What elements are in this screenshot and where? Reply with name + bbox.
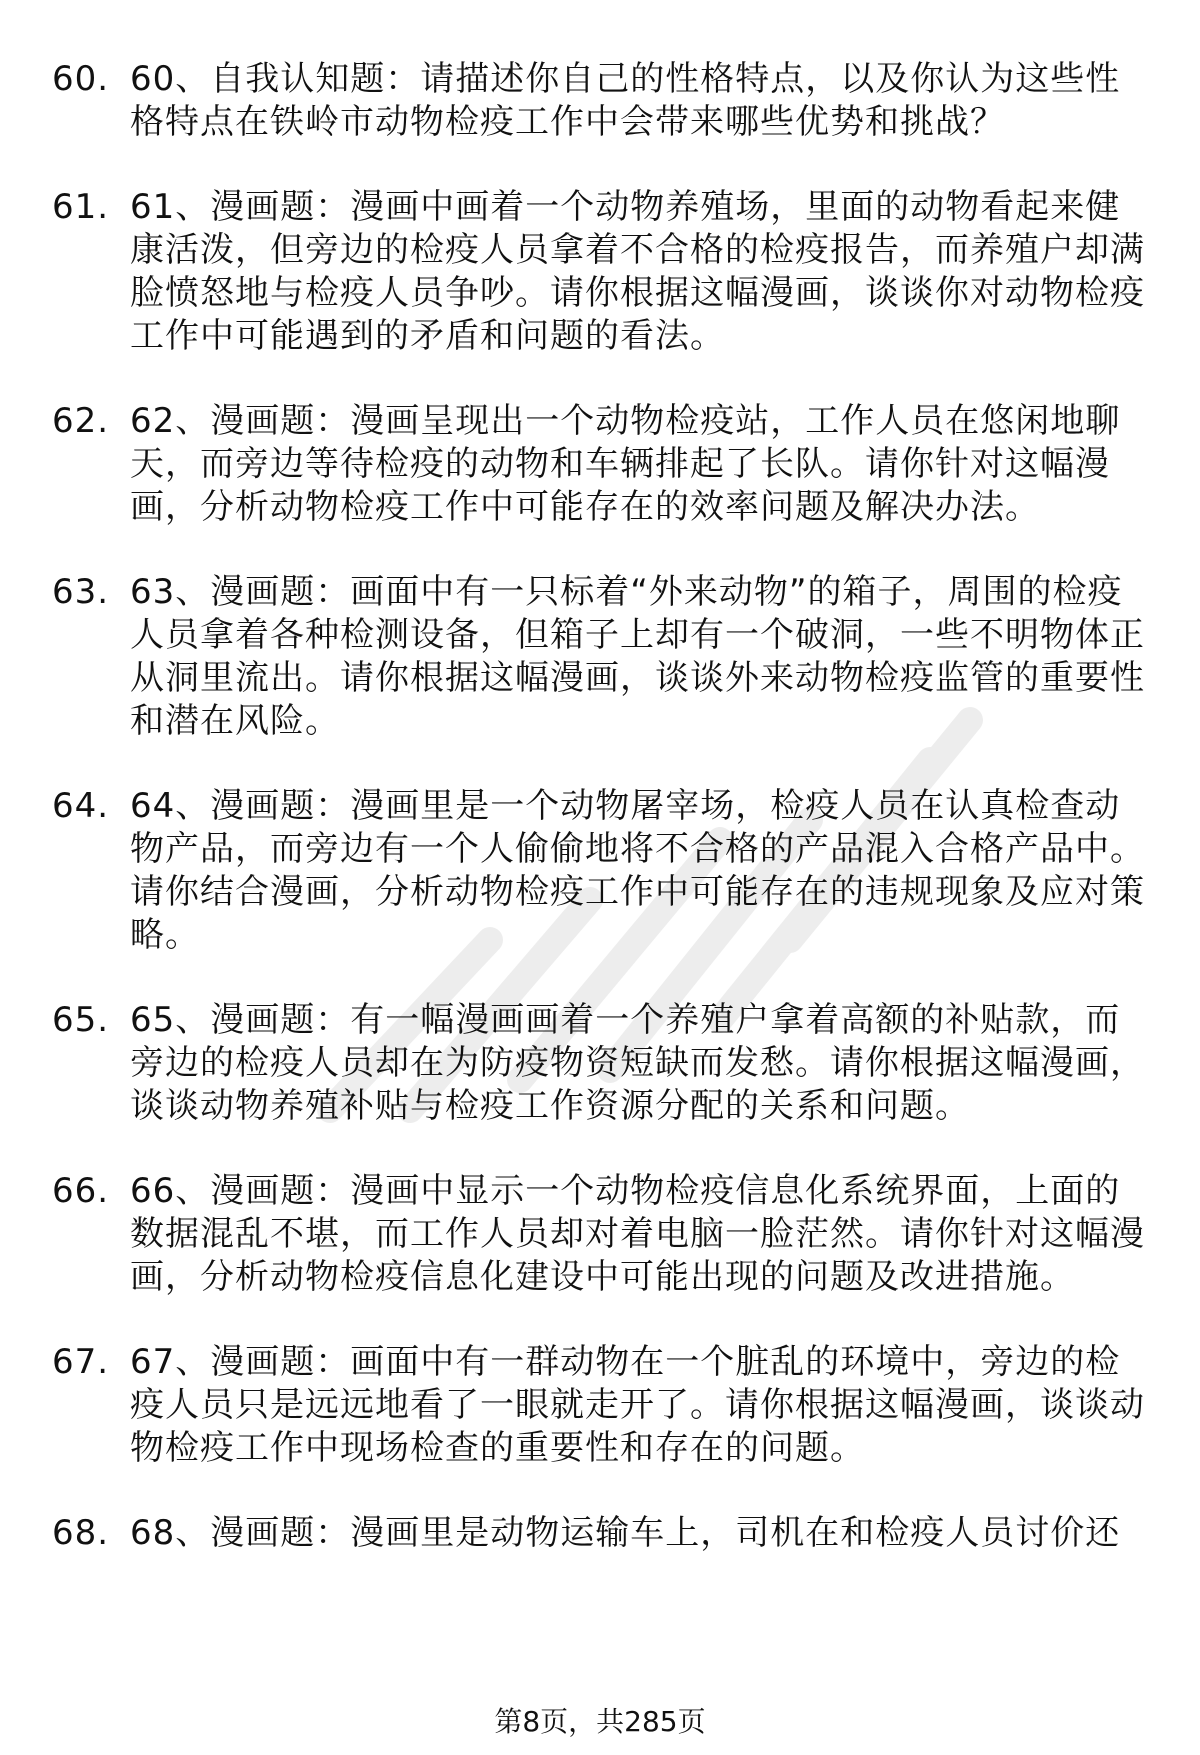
page-footer: 第8页，共285页 [494, 1705, 706, 1738]
question-number: 68. [52, 1513, 110, 1553]
question-item-61 [52, 186, 1148, 358]
question-text: 65、漫画题：有一幅漫画画着一个养殖户拿着高额的补贴款，而旁边的检疫人员却在为防疫物资短缺而发愁。请你根据这幅漫画，谈谈动物养殖补贴与检疫工作资源分配的关系和问题。 [130, 1000, 1145, 1126]
question-number: 65. [52, 1000, 110, 1040]
question-number: 64. [52, 786, 110, 826]
question-number: 61. [52, 187, 110, 227]
question-number: 60. [52, 59, 110, 99]
question-number: 66. [52, 1171, 110, 1211]
question-item-68 [52, 1512, 1148, 1555]
question-number: 63. [52, 572, 110, 612]
question-text: 64、漫画题：漫画里是一个动物屠宰场，检疫人员在认真检查动物产品，而旁边有一个人偷偷地将不合格的产品混入合格产品中。请你结合漫画，分析动物检疫工作中可能存在的违规现象及应对策略。 [130, 786, 1145, 955]
question-text: 62、漫画题：漫画呈现出一个动物检疫站，工作人员在悠闲地聊天，而旁边等待检疫的动物和车辆排起了长队。请你针对这幅漫画，分析动物检疫工作中可能存在的效率问题及解决办法。 [130, 401, 1121, 527]
question-text: 63、漫画题：画面中有一只标着“外来动物”的箱子，周围的检疫人员拿着各种检测设备，但箱子上却有一个破洞，一些不明物体正从洞里流出。请你根据这幅漫画，谈谈外来动物检疫监管的重要性和潜在风险。 [130, 572, 1145, 741]
question-item-63 [52, 571, 1148, 743]
question-text: 66、漫画题：漫画中显示一个动物检疫信息化系统界面，上面的数据混乱不堪，而工作人员却对着电脑一脸茫然。请你针对这幅漫画，分析动物检疫信息化建设中可能出现的问题及改进措施。 [130, 1171, 1145, 1297]
question-item-66 [52, 1170, 1148, 1299]
question-item-64 [52, 785, 1148, 957]
question-text: 67、漫画题：画面中有一群动物在一个脏乱的环境中，旁边的检疫人员只是远远地看了一眼就走开了。请你根据这幅漫画，谈谈动物检疫工作中现场检查的重要性和存在的问题。 [130, 1342, 1145, 1468]
question-item-62 [52, 400, 1148, 529]
question-item-67 [52, 1341, 1148, 1470]
question-text: 68、漫画题：漫画里是动物运输车上，司机在和检疫人员讨价还 [130, 1513, 1121, 1553]
question-number: 62. [52, 401, 110, 441]
question-text: 60、自我认知题：请描述你自己的性格特点，以及你认为这些性格特点在铁岭市动物检疫工作中会带来哪些优势和挑战？ [130, 59, 1121, 142]
question-list [52, 58, 1148, 1597]
question-item-65 [52, 999, 1148, 1128]
question-text: 61、漫画题：漫画中画着一个动物养殖场，里面的动物看起来健康活泼，但旁边的检疫人员拿着不合格的检疫报告，而养殖户却满脸愤怒地与检疫人员争吵。请你根据这幅漫画，谈谈你对动物检疫工作中可能遇到的矛盾和问题的看法。 [130, 187, 1145, 356]
question-item-60 [52, 58, 1148, 144]
question-number: 67. [52, 1342, 110, 1382]
